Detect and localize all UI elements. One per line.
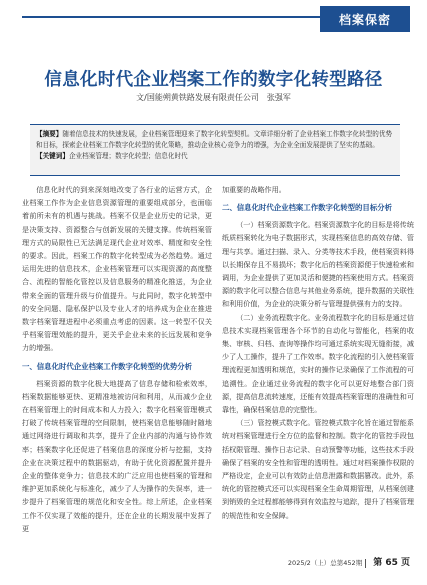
abstract-box (30, 124, 400, 176)
body-paragraph: （三）管控模式数字化。管控模式数字化旨在通过智能系统对档案管理进行全方位的监督和控制。数字化的管控手段包括权限管理、操作日志记录、自动预警等功能，这些技术手段确保了档案的安全性和管理的透明性。通过对档案操作权限的严格设定，企业可以有效防止信息泄露和数据篡改。此外，系统化的管控模式还可以实现档案全生命周期管理，从档案创建到销毁的全过程都能够得到有效监控与追踪，提升了档案管理的规范性和安全保障。 (222, 418, 414, 520)
body-column-right (222, 183, 414, 522)
keywords-text: 企业档案管理；数字化转型；信息化时代 (68, 152, 188, 160)
body-paragraph: 加重要的战略作用。 (222, 185, 286, 194)
abstract-text: 随着信息技术的快速发展，企业档案管理迎来了数字化转型契机。文章详细分析了企业档案工作数字化转型的优势和目标，探索企业档案工作数字化转型的优化策略，推动企业核心竞争力的增强，为企业全面发展提供了坚实的基础。 (36, 130, 393, 149)
body-paragraph: 档案资源的数字化极大地提高了信息存储和检索效率，档案数据能够更快、更精准地被访问和利用，从而减少企业在档案管理上的时间成本和人力投入；数字化档案管理模式打破了传统档案管理的空间限制，使档案信息能够随时随地通过网络进行调取和共享，提升了企业内部的沟通与协作效率；档案数字化还促进了档案信息的深度分析与挖掘，支持企业在决策过程中的数据驱动，有助于优化资源配置并提升企业的整体竞争力；信息技术的广泛应用也使档案的管理和维护更加系统化与标准化，减少了人为操作的失误率，进一步提升了档案管理的规范化和安全性。综上所述，企业档案工作不仅实现了效能的提升，还在企业的长期发展中发挥了更 (22, 378, 212, 533)
header-rule (22, 16, 320, 18)
article-title: 信息化时代企业档案工作的数字化转型路径 (44, 70, 383, 90)
body-paragraph: 信息化时代的到来深刻地改变了各行业的运营方式，企业档案工作作为企业信息资源管理的重要组成部分，也面临着前所未有的机遇与挑战。档案不仅是企业历史的记录，更是决策支持、资源整合与创新发展的关键支撑。传统档案管理方式的局限性已无法满足现代企业对效率、精度和安全性的要求。因此，档案工作的数字化转型成为必然趋势。通过运用先进的信息技术，企业档案管理可以实现资源的高度整合、流程的智能化管控以及信息服务的精准化推送，为企业带来全面的管理升级与价值提升。与此同时，数字化转型中的安全问题、隐私保护以及专业人才的培养成为企业在推进数字档案管理进程中必须重点考虑的因素。这一转型不仅关乎档案管理效能的提升，更关乎企业未来的长远发展和竞争力的增强。 (22, 185, 212, 353)
body-paragraph: （二）业务流程数字化。业务流程数字化的目标是通过信息技术实现档案管理各个环节的自动化与智能化，档案的收集、审核、归档、查询等操作均可通过系统实现无缝衔接，减少了人工操作，提升了工作效率。数字化流程的引入使档案管理流程更加透明和规范，实时的操作记录确保了工作流程的可追溯性。企业通过业务流程的数字化可以更好地整合部门资源，提高信息流转速度，还能有效提高档案管理的准确性和可靠性，确保档案信息的完整性。 (222, 312, 414, 415)
body-column-left (22, 183, 212, 535)
page-footer (0, 555, 410, 568)
keywords-label: 【关键词】 (36, 152, 69, 160)
section-heading: 一、信息化时代企业档案工作数字化转型的优势分析 (22, 361, 192, 371)
abstract-label: 【摘要】 (36, 130, 63, 138)
issue-info: 2025/2（上）总第452期 (287, 559, 363, 567)
section-heading: 二、信息化时代企业档案工作数字化转型的目标分析 (222, 203, 392, 213)
page-number: 第 65 页 (373, 558, 410, 568)
footer-divider (365, 559, 366, 568)
section-tag: 档案保密 (320, 6, 410, 32)
article-author: 文/国能朔黄铁路发展有限责任公司 张强军 (136, 93, 291, 102)
body-paragraph: （一）档案资源数字化。档案资源数字化的目标是将传统纸质档案转化为电子数据形式，实现档案信息的高效存储、管理与共享。通过扫描、录入、分类等技术手段，使档案资料得以长期保存且不易损坏；数字化后的档案资源便于快速检索和调用，为企业提供了更加灵活和便捷的档案使用方式。档案资源的数字化可以整合信息与其他业务系统，提升数据的关联性和利用价值，为企业的决策分析与管理提供强有力的支持。 (222, 220, 414, 309)
keywords-line (36, 151, 394, 162)
